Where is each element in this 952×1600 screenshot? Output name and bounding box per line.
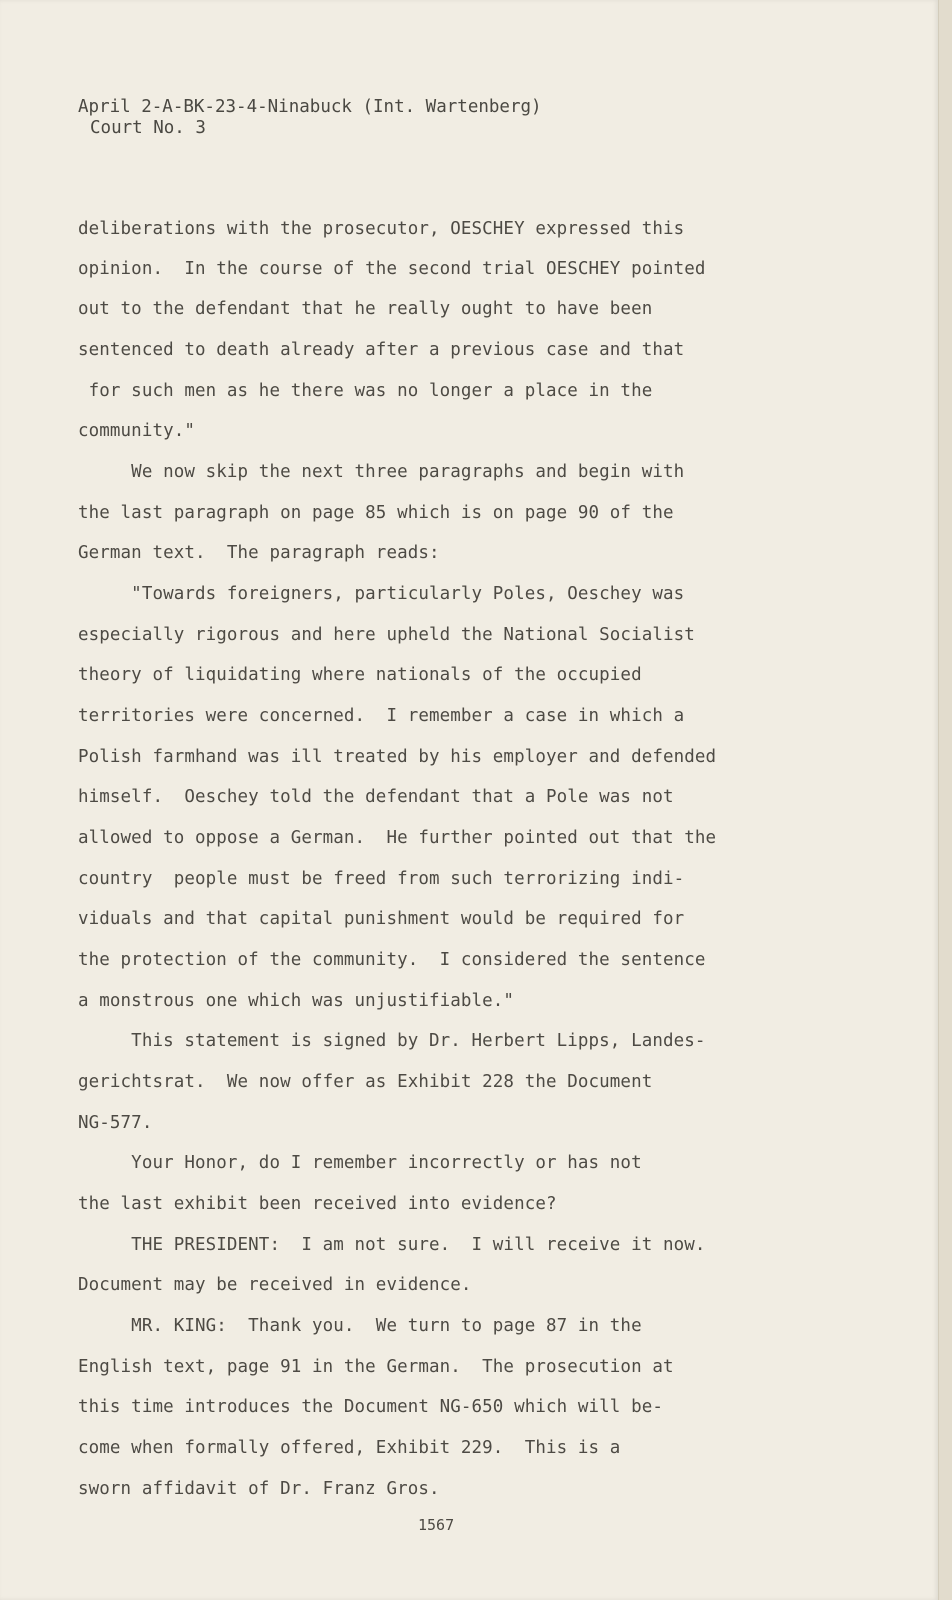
body-line: the last paragraph on page 85 which is on page 90 of the xyxy=(78,503,674,523)
body-line: the last exhibit been received into evidence? xyxy=(78,1194,557,1214)
body-line: out to the defendant that he really ought to have been xyxy=(78,299,653,319)
body-line: "Towards foreigners, particularly Poles, Oeschey was xyxy=(78,584,685,604)
body-line: community." xyxy=(78,421,195,441)
body-line: theory of liquidating where nationals of the occupied xyxy=(78,665,642,685)
body-line: NG-577. xyxy=(78,1113,153,1133)
body-line: allowed to oppose a German. He further pointed out that the xyxy=(78,828,717,848)
body-line: himself. Oeschey told the defendant that a Pole was not xyxy=(78,787,674,807)
body-line: country people must be freed from such terrorizing indi- xyxy=(78,869,685,889)
body-line: this time introduces the Document NG-650 which will be- xyxy=(78,1397,663,1417)
body-line: deliberations with the prosecutor, OESCHEY expressed this xyxy=(78,219,685,239)
body-line: come when formally offered, Exhibit 229. This is a xyxy=(78,1438,621,1458)
header-session-line: April 2-A-BK-23-4-Ninabuck (Int. Wartenberg) xyxy=(78,97,542,117)
body-line: sentenced to death already after a previous case and that xyxy=(78,340,685,360)
body-line: a monstrous one which was unjustifiable." xyxy=(78,991,515,1011)
body-line: territories were concerned. I remember a case in which a xyxy=(78,706,685,726)
body-line: gerichtsrat. We now offer as Exhibit 228 the Document xyxy=(78,1072,653,1092)
body-line: viduals and that capital punishment would be required for xyxy=(78,909,685,929)
page-number: 1567 xyxy=(418,1516,455,1534)
body-line: We now skip the next three paragraphs and begin with xyxy=(78,462,685,482)
body-line: This statement is signed by Dr. Herbert Lipps, Landes- xyxy=(78,1031,706,1051)
body-line: THE PRESIDENT: I am not sure. I will receive it now. xyxy=(78,1235,706,1255)
body-line: MR. KING: Thank you. We turn to page 87 in the xyxy=(78,1316,642,1336)
body-line: for such men as he there was no longer a place in the xyxy=(78,381,653,401)
body-line: Document may be received in evidence. xyxy=(78,1275,472,1295)
body-line: Polish farmhand was ill treated by his employer and defended xyxy=(78,747,717,767)
body-line: sworn affidavit of Dr. Franz Gros. xyxy=(78,1479,440,1499)
body-line: especially rigorous and here upheld the National Socialist xyxy=(78,625,695,645)
body-line: the protection of the community. I considered the sentence xyxy=(78,950,706,970)
header-court-line: Court No. 3 xyxy=(90,118,206,138)
body-line: Your Honor, do I remember incorrectly or has not xyxy=(78,1153,642,1173)
body-line: English text, page 91 in the German. The prosecution at xyxy=(78,1357,674,1377)
body-line: German text. The paragraph reads: xyxy=(78,543,440,563)
body-line: opinion. In the course of the second trial OESCHEY pointed xyxy=(78,259,706,279)
page-edge xyxy=(938,0,952,1600)
